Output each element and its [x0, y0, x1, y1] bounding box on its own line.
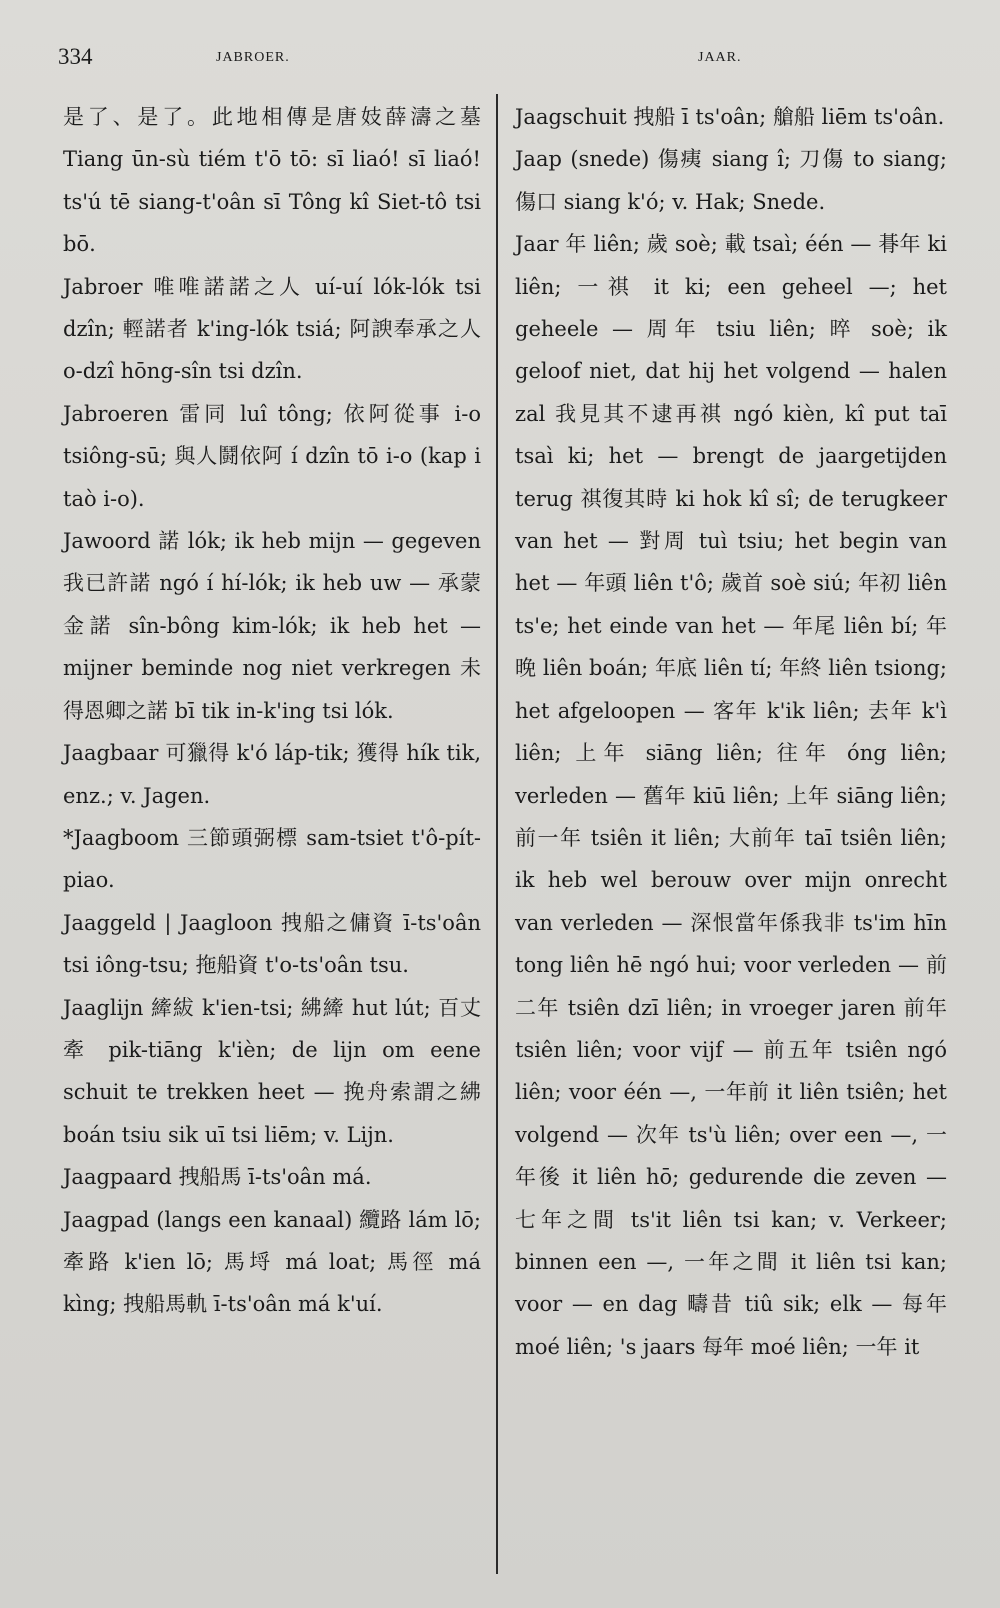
entry-jawoord: Jawoord 諾 lók; ik heb mijn — gegeven 我已許諾 ngó í hí-lók; ik heb uw — 承蒙金諾 sîn-bông kim-lók; ik heb het — mijner beminde nog niet verkregen 未得恩卿之諾 bī tik in-k'ing tsi lók.	[63, 529, 481, 723]
entry-jaaglijn: Jaaglijn 縴紱 k'ien-tsi; 紼縴 hut lút; 百丈牽 pik-tiāng k'ièn; de lijn om eene schuit te trekken heet — 挽舟索謂之紼 boán tsiu sik uī tsi liēm; v. Lijn.	[63, 995, 481, 1147]
entry-jaar: Jaar 年 liên; 歲 soè; 載 tsaì; één — 朞年 ki liên; 一祺 it ki; een geheel —; het geheele — 周年 tsiu liên; 晬 soè; ik geloof niet, dat hij het volgend — halen zal 我見其不逮再祺 ngó kièn, kî put taī tsaì ki; het — brengt de jaargetijden terug 祺復其時 ki hok kî sî; de terugkeer van het — 對周 tuì tsiu; het begin van het — 年頭 liên t'ô; 歲首 soè siú; 年初 liên ts'e; het einde van het — 年尾 liên bí; 年晚 liên boán; 年底 liên tí; 年終 liên tsiong; het afgeloopen — 客年 k'ik liên; 去年 k'ì liên; 上年 siāng liên; 往年 óng liên; verleden — 舊年 kiū liên; 上年 siāng liên; 前一年 tsiên it liên; 大前年 taī tsiên liên; ik heb wel berouw over mijn onrecht van verleden — 深恨當年係我非 ts'im hīn tong liên hē ngó hui; voor verleden — 前二年 tsiên dzī liên; in vroeger jaren 前年 tsiên liên; voor vijf — 前五年 tsiên ngó liên; voor één —, 一年前 it liên tsiên; het volgend — 次年 ts'ù liên; over een —, 一年後 it liên hō; gedurende die zeven — 七年之間 ts'it liên tsi kan; v. Verkeer; binnen een —, 一年之間 it liên tsi kan; voor — en dag 疇昔 tiû sik; elk — 每年 moé liên; 's jaars 每年 moé liên; 一年 it	[515, 232, 947, 1359]
column-divider	[496, 94, 498, 1574]
page-header	[58, 40, 950, 80]
entry-jaap: Jaap (snede) 傷痍 siang î; 刀傷 to siang; 傷口 siang k'ó; v. Hak; Snede.	[515, 147, 947, 214]
entry-jaagpad: Jaagpad (langs een kanaal) 纜路 lám lō; 牽路 k'ien lō; 馬埒 má loat; 馬徑 má kìng; 拽船馬軌 ī-ts'oân má k'uí.	[63, 1207, 481, 1317]
entry-jaagschuit: Jaagschuit 拽船 ī ts'oân; 艙船 liēm ts'oân.	[515, 105, 945, 129]
right-column	[515, 96, 947, 1368]
right-running-head: JAAR.	[698, 50, 742, 65]
page-number: 334	[58, 44, 93, 69]
entry-jaagboom: *Jaagboom 三節頭弼標 sam-tsiet t'ô-pít-piao.	[63, 825, 481, 893]
entry-jaagbaar: Jaagbaar 可獵得 k'ó láp-tik; 獲得 hík tik, enz.; v. Jagen.	[63, 741, 481, 808]
entry-continuation: 是了、是了。此地相傳是唐妓薛濤之墓 Tiang ūn-sù tiém t'ō tō: sī liaó! sī liaó! ts'ú tē siang-t'oân sī Tông kî Siet-tô tsi bō.	[63, 105, 481, 257]
entry-jabroeren: Jabroeren 雷同 luî tông; 依阿從事 i-o tsiông-sū; 與人鬪依阿 í dzîn tō i-o (kap i taò i-o).	[63, 401, 481, 511]
entry-jaagpaard: Jaagpaard 拽船馬 ī-ts'oân má.	[63, 1165, 372, 1190]
left-running-head: JABROER.	[216, 50, 290, 65]
entry-jabroer: Jabroer 唯唯諾諾之人 uí-uí lók-lók tsi dzîn; 輕諾者 k'ing-lók tsiá; 阿諛奉承之人 o-dzî hōng-sîn tsi dzîn.	[63, 274, 481, 384]
entry-jaaggeld-jaagloon: Jaaggeld | Jaagloon 拽船之傭資 ī-ts'oân tsi iông-tsu; 拖船資 t'o-ts'oân tsu.	[63, 910, 481, 978]
left-column	[63, 96, 481, 1326]
